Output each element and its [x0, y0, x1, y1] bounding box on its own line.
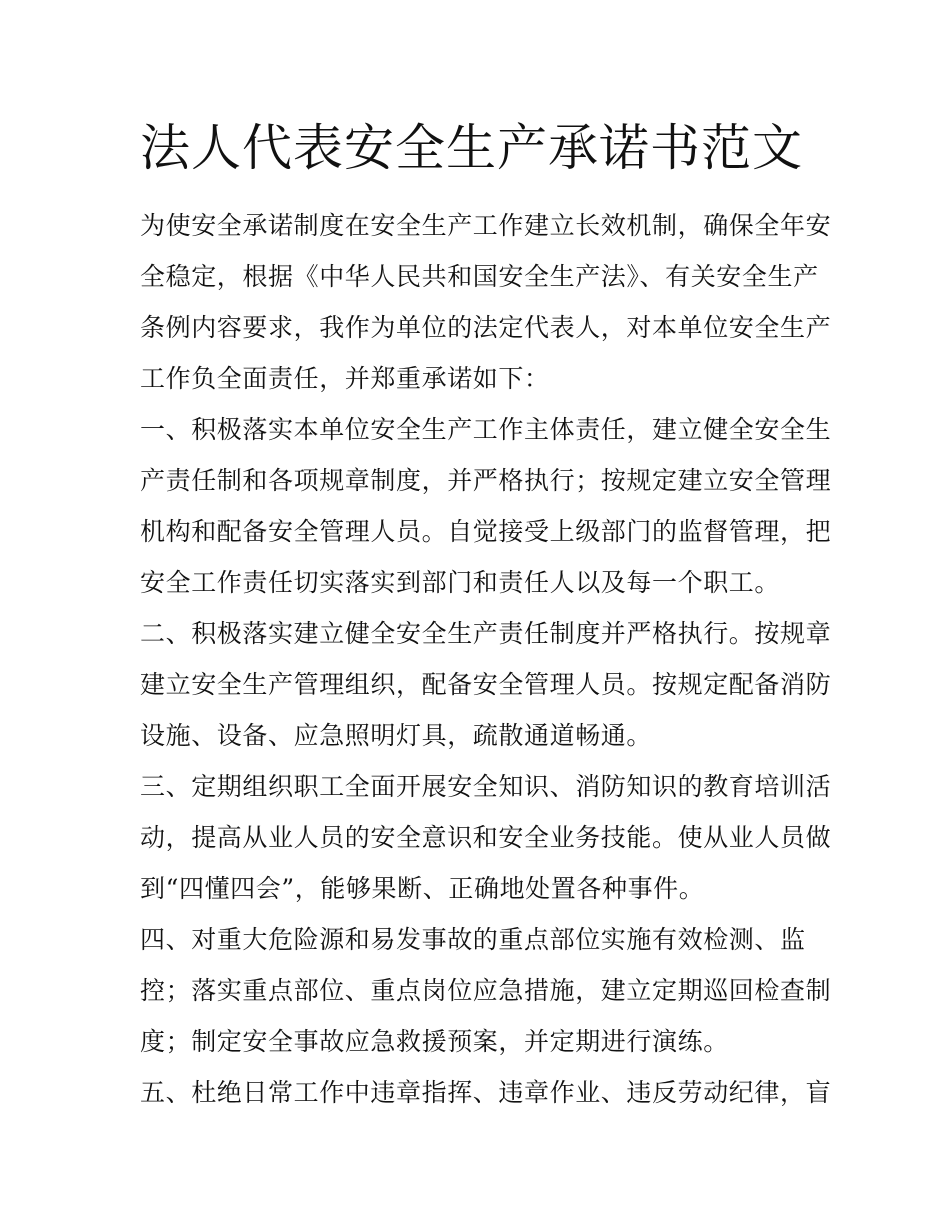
body-line: 度；制定安全事故应急救援预案，并定期进行演练。 — [140, 1027, 729, 1056]
body-line: 一、积极落实本单位安全生产工作主体责任，建立健全安全生 — [140, 415, 832, 444]
body-line: 四、对重大危险源和易发事故的重点部位实施有效检测、监 — [140, 925, 806, 954]
body-line: 动，提高从业人员的安全意识和安全业务技能。使从业人员做 — [140, 823, 832, 852]
document-title: 法人代表安全生产承诺书范文 — [140, 119, 803, 177]
body-line: 设施、设备、应急照明灯具，疏散通道畅通。 — [140, 721, 653, 750]
body-line: 建立安全生产管理组织，配备安全管理人员。按规定配备消防 — [140, 670, 832, 699]
document-body — [140, 200, 832, 1118]
body-line: 五、杜绝日常工作中违章指挥、违章作业、违反劳动纪律，盲 — [140, 1078, 832, 1107]
body-line: 到“四懂四会”，能够果断、正确地处置各种事件。 — [140, 874, 705, 903]
body-line: 二、积极落实建立健全安全生产责任制度并严格执行。按规章 — [140, 619, 832, 648]
body-line: 机构和配备安全管理人员。自觉接受上级部门的监督管理，把 — [140, 517, 832, 546]
body-line: 条例内容要求，我作为单位的法定代表人，对本单位安全生产 — [140, 313, 832, 342]
body-line: 产责任制和各项规章制度，并严格执行；按规定建立安全管理 — [140, 466, 832, 495]
body-line: 全稳定，根据《中华人民共和国安全生产法》、有关安全生产 — [140, 262, 819, 291]
body-line: 为使安全承诺制度在安全生产工作建立长效机制，确保全年安 — [140, 211, 832, 240]
body-line: 三、定期组织职工全面开展安全知识、消防知识的教育培训活 — [140, 772, 832, 801]
body-line: 安全工作责任切实落实到部门和责任人以及每一个职工。 — [140, 568, 781, 597]
body-line: 控；落实重点部位、重点岗位应急措施，建立定期巡回检查制 — [140, 976, 832, 1005]
body-line: 工作负全面责任，并郑重承诺如下： — [140, 364, 550, 393]
